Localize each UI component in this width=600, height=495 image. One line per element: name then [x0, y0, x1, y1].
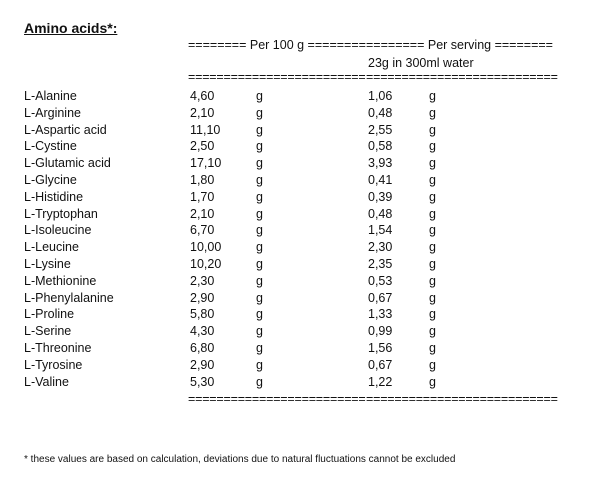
divider-bottom-right: =========================== — [366, 392, 558, 406]
value-per-100g: 5,30 — [190, 374, 215, 389]
unit-per-serving: g — [429, 172, 436, 187]
unit-per-serving: g — [429, 240, 436, 255]
amino-acid-name: L-Tyrosine — [24, 357, 83, 372]
table-row — [0, 357, 600, 374]
unit-per-100g: g — [256, 139, 263, 154]
unit-per-100g: g — [256, 122, 263, 137]
table-row — [0, 273, 600, 290]
per-100g-header: ======== Per 100 g ======== — [188, 38, 366, 52]
unit-per-serving: g — [429, 139, 436, 154]
table-row — [0, 172, 600, 189]
unit-per-100g: g — [256, 223, 263, 238]
table-row — [0, 256, 600, 273]
value-per-100g: 1,70 — [190, 189, 215, 204]
amino-acid-name: L-Histidine — [24, 189, 84, 204]
value-per-serving: 0,39 — [368, 189, 393, 204]
amino-acid-name: L-Aspartic acid — [24, 122, 107, 137]
unit-per-100g: g — [256, 324, 263, 339]
unit-per-serving: g — [429, 374, 436, 389]
table-row — [0, 122, 600, 139]
unit-per-serving: g — [429, 357, 436, 372]
value-per-serving: 0,48 — [368, 105, 393, 120]
table-row — [0, 374, 600, 391]
table-row — [0, 306, 600, 323]
value-per-serving: 0,53 — [368, 273, 393, 288]
unit-per-100g: g — [256, 189, 263, 204]
amino-acid-name: L-Serine — [24, 324, 72, 339]
value-per-serving: 0,48 — [368, 206, 393, 221]
value-per-serving: 1,54 — [368, 223, 393, 238]
divider-top-right: =========================== — [366, 70, 558, 84]
amino-acid-name: L-Glycine — [24, 172, 77, 187]
value-per-100g: 2,90 — [190, 357, 215, 372]
amino-acid-name: L-Methionine — [24, 273, 97, 288]
table-row — [0, 323, 600, 340]
value-per-serving: 1,06 — [368, 89, 393, 103]
divider-bottom-left: ========================= — [188, 392, 366, 406]
amino-acid-name: L-Tryptophan — [24, 206, 98, 221]
value-per-serving: 0,67 — [368, 290, 393, 305]
amino-acid-name: L-Valine — [24, 374, 69, 389]
unit-per-serving: g — [429, 324, 436, 339]
unit-per-100g: g — [256, 240, 263, 255]
unit-per-serving: g — [429, 256, 436, 271]
unit-per-serving: g — [429, 223, 436, 238]
value-per-serving: 1,33 — [368, 307, 393, 322]
unit-per-serving: g — [429, 122, 436, 137]
unit-per-100g: g — [256, 307, 263, 322]
table-row — [0, 88, 600, 105]
value-per-100g: 2,90 — [190, 290, 215, 305]
table-row — [0, 155, 600, 172]
unit-per-100g: g — [256, 89, 263, 103]
table-row — [0, 222, 600, 239]
table-row — [0, 105, 600, 122]
value-per-100g: 4,60 — [190, 89, 215, 103]
amino-acid-name: L-Phenylalanine — [24, 290, 114, 305]
value-per-100g: 6,70 — [190, 223, 215, 238]
unit-per-100g: g — [256, 357, 263, 372]
divider-top-left: ========================= — [188, 70, 366, 84]
unit-per-serving: g — [429, 105, 436, 120]
amino-acid-name: L-Threonine — [24, 340, 92, 355]
value-per-serving: 3,93 — [368, 156, 393, 171]
amino-acid-name: L-Proline — [24, 307, 75, 322]
value-per-100g: 10,20 — [190, 256, 222, 271]
unit-per-serving: g — [429, 189, 436, 204]
unit-per-serving: g — [429, 156, 436, 171]
unit-per-serving: g — [429, 89, 436, 103]
table-row — [0, 138, 600, 155]
value-per-serving: 1,56 — [368, 340, 393, 355]
value-per-serving: 0,99 — [368, 324, 393, 339]
unit-per-100g: g — [256, 340, 263, 355]
amino-acid-name: L-Cystine — [24, 139, 77, 154]
value-per-serving: 0,41 — [368, 172, 393, 187]
table-row — [0, 239, 600, 256]
unit-per-100g: g — [256, 256, 263, 271]
footnote: * these values are based on calculation, deviations due to natural fluctuations cannot be excluded — [24, 454, 456, 465]
value-per-100g: 11,10 — [190, 122, 221, 137]
amino-acid-name: L-Alanine — [24, 89, 77, 103]
value-per-100g: 2,10 — [190, 206, 215, 221]
value-per-serving: 0,58 — [368, 139, 393, 154]
unit-per-100g: g — [256, 273, 263, 288]
amino-acid-name: L-Arginine — [24, 105, 81, 120]
amino-acid-name: L-Glutamic acid — [24, 156, 111, 171]
value-per-serving: 2,30 — [368, 240, 393, 255]
value-per-serving: 0,67 — [368, 357, 393, 372]
value-per-100g: 17,10 — [190, 156, 222, 171]
table-row — [0, 340, 600, 357]
value-per-100g: 2,10 — [190, 105, 215, 120]
value-per-100g: 2,50 — [190, 139, 215, 154]
unit-per-serving: g — [429, 307, 436, 322]
unit-per-serving: g — [429, 206, 436, 221]
value-per-serving: 2,55 — [368, 122, 393, 137]
amino-acid-table — [0, 88, 600, 390]
table-row — [0, 189, 600, 206]
unit-per-100g: g — [256, 290, 263, 305]
unit-per-100g: g — [256, 172, 263, 187]
amino-acid-name: L-Isoleucine — [24, 223, 92, 238]
value-per-100g: 4,30 — [190, 324, 215, 339]
table-row — [0, 290, 600, 307]
value-per-serving: 1,22 — [368, 374, 393, 389]
unit-per-serving: g — [429, 290, 436, 305]
value-per-100g: 5,80 — [190, 307, 215, 322]
unit-per-100g: g — [256, 156, 263, 171]
unit-per-serving: g — [429, 273, 436, 288]
unit-per-100g: g — [256, 374, 263, 389]
value-per-100g: 6,80 — [190, 340, 215, 355]
per-serving-header: ======== Per serving ======== — [366, 38, 553, 52]
table-row — [0, 206, 600, 223]
page-title: Amino acids*: — [24, 20, 118, 36]
unit-per-100g: g — [256, 206, 263, 221]
value-per-100g: 1,80 — [190, 172, 215, 187]
serving-size-subheader: 23g in 300ml water — [368, 56, 474, 70]
amino-acid-name: L-Leucine — [24, 240, 79, 255]
unit-per-serving: g — [429, 340, 436, 355]
amino-acid-name: L-Lysine — [24, 256, 71, 271]
value-per-100g: 10,00 — [190, 240, 222, 255]
value-per-serving: 2,35 — [368, 256, 393, 271]
unit-per-100g: g — [256, 105, 263, 120]
value-per-100g: 2,30 — [190, 273, 215, 288]
